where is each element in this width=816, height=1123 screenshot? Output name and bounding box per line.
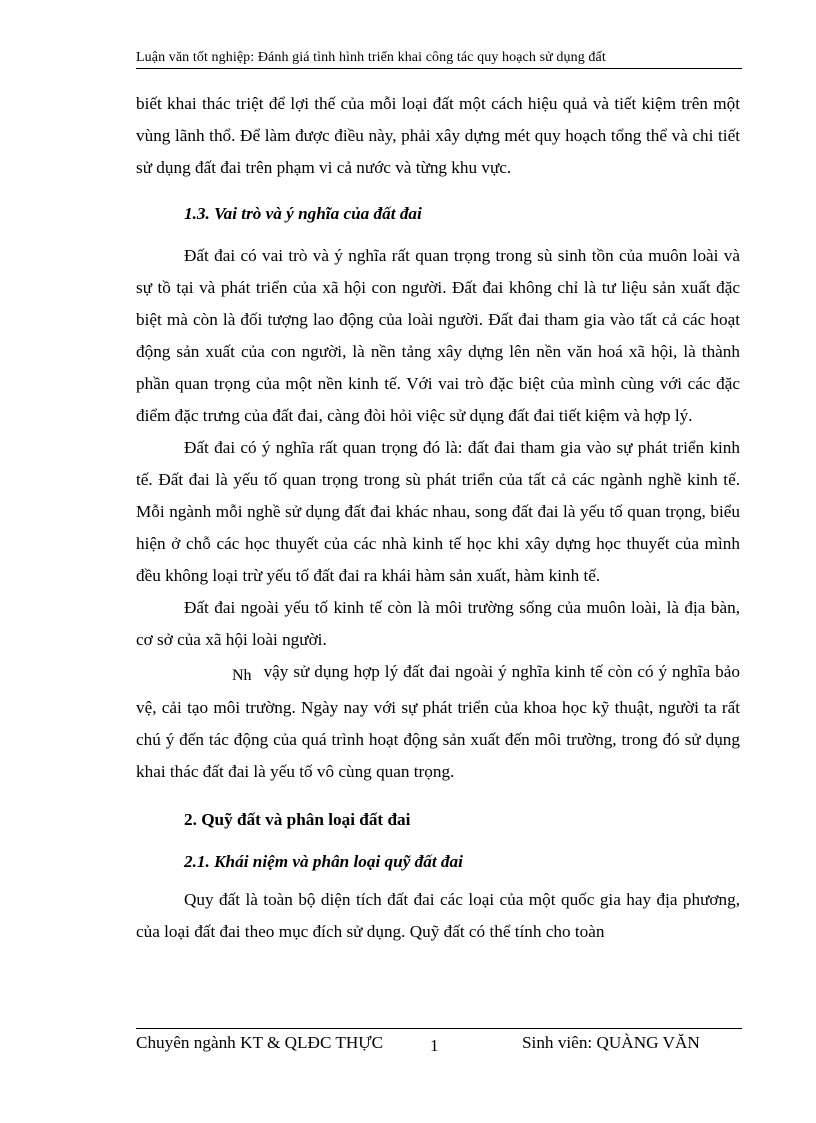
- section-heading-2: 2. Quỹ đất và phân loại đất đai: [184, 810, 411, 829]
- footer-student: Sinh viên: QUÀNG VĂN: [522, 1033, 700, 1052]
- section-heading-2-1: 2.1. Khái niệm và phân loại quỹ đất đai: [184, 852, 463, 871]
- page-number: 1: [430, 1036, 439, 1055]
- page-body: [136, 88, 740, 948]
- section-heading-1-3: 1.3. Vai trò và ý nghĩa của đất đai: [184, 204, 422, 223]
- running-header: Luận văn tốt nghiệp: Đánh giá tình hình triển khai công tác quy hoạch sử dụng đất: [136, 50, 606, 65]
- paragraph-rational-use: [136, 656, 740, 788]
- paragraph-meaning: Đất đai có ý nghĩa rất quan trọng đó là: đất đai tham gia vào sự phát triển kinh tế. Đất đai là yếu tố quan trọng trong sù phát triển của tất cả các ngành nghề kinh tế. Mỗi ngành mỗi nghề sử dụng đất đai khác nhau, song đất đai là yếu tố quan trọng, biểu hiện ở chỗ các học thuyết của các nhà kinh tế học khi xây dựng học thuyết của mình đều không loại trừ yếu tố đất đai ra khái hàm sản xuất, hàm kinh tế.: [136, 438, 740, 585]
- header-divider: [136, 68, 742, 69]
- paragraph-land-fund: Quy đất là toàn bộ diện tích đất đai các loại của một quốc gia hay địa phương, của loại đất đai theo mục đích sử dụng. Quỹ đất có thể tính cho toàn: [136, 890, 740, 941]
- paragraph-environment: Đất đai ngoài yếu tố kinh tế còn là môi trường sống của muôn loài, là địa bàn, cơ sở của xã hội loài người.: [136, 598, 740, 649]
- text-fragment: Nh: [232, 667, 252, 684]
- paragraph-rational-use-text: vậy sử dụng hợp lý đất đai ngoài ý nghĩa kinh tế còn có ý nghĩa bảo vệ, cải tạo môi trường. Ngày nay với sự phát triển của khoa học kỹ thuật, người ta rất chú ý đến tác động của quá trình hoạt động sản xuất đến môi trường, trong đó sử dụng khai thác đất đai là yếu tố vô cùng quan trọng.: [136, 662, 740, 781]
- paragraph-role: Đất đai có vai trò và ý nghĩa rất quan trọng trong sù sinh tồn của muôn loài và sự tồ tại và phát triển của xã hội con người. Đất đai không chỉ là tư liệu sản xuất đặc biệt mà còn là đối tượng lao động của loài người. Đất đai tham gia vào tất cả các hoạt động sản xuất của con người, là nền tảng xây dựng lên nền văn hoá xã hội, là thành phần quan trọng của một nền kinh tế. Với vai trò đặc biệt của mình cùng với các đặc điểm đặc trưng của đất đai, càng đòi hỏi việc sử dụng đất đai tiết kiệm và hợp lý.: [136, 246, 740, 425]
- footer-divider: [136, 1028, 742, 1029]
- paragraph-intro: biết khai thác triệt để lợi thế của mỗi loại đất một cách hiệu quả và tiết kiệm trên một vùng lãnh thổ. Để làm được điều này, phải xây dựng mét quy hoạch tổng thể và chi tiết sử dụng đất đai trên phạm vi cả nước và từng khu vực.: [136, 94, 740, 177]
- footer-major: Chuyên ngành KT & QLĐC THỰC: [136, 1033, 384, 1052]
